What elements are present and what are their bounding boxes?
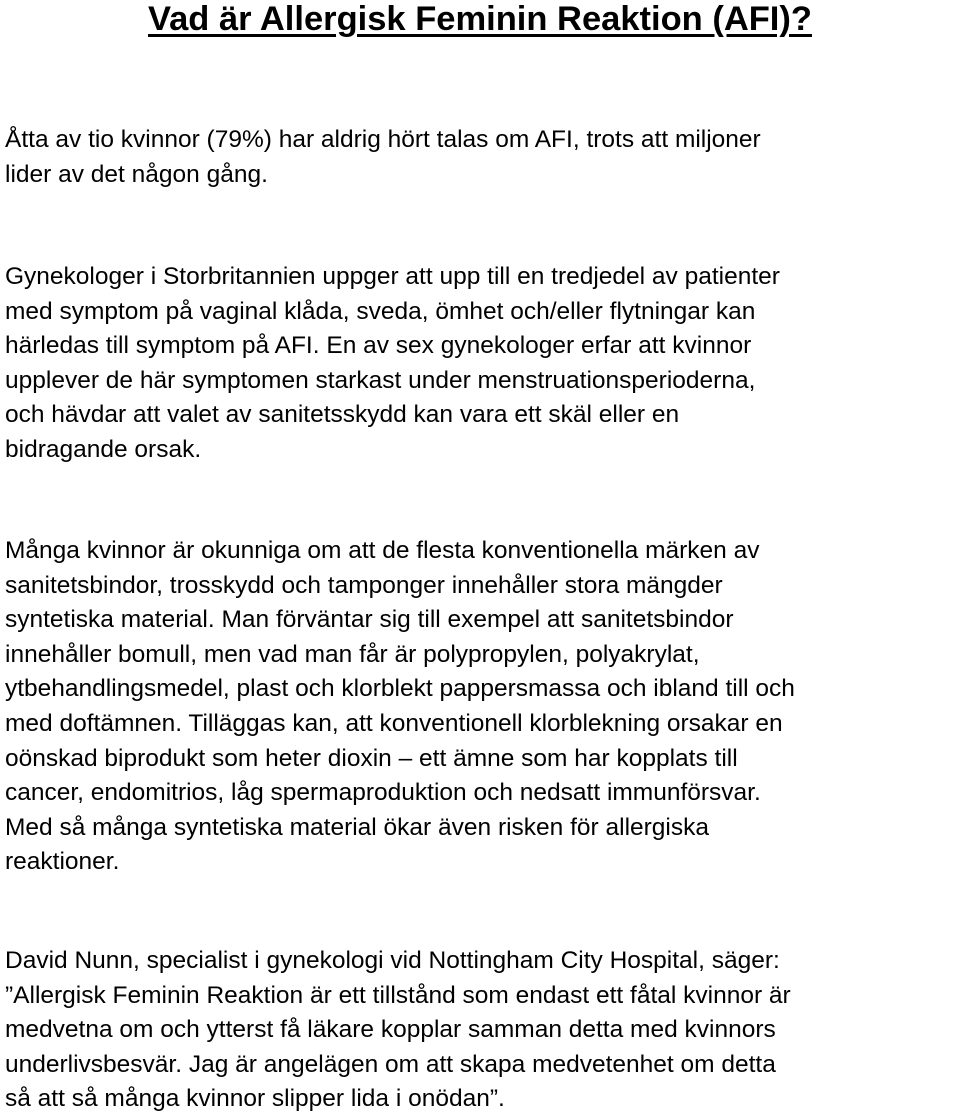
paragraph-line: Med så många syntetiska material ökar även risken för allergiska [5, 813, 710, 841]
paragraph-quote [5, 944, 960, 1117]
paragraph-line: och hävdar att valet av sanitetsskydd kan vara ett skäl eller en [5, 401, 680, 429]
paragraph-line: syntetiska material. Man förväntar sig till exempel att sanitetsbindor [5, 606, 734, 634]
paragraph-line: med doftämnen. Tilläggas kan, att konventionell klorblekning orsakar en [5, 709, 783, 737]
paragraph-line: oönskad biprodukt som heter dioxin – ett ämne som har kopplats till [5, 744, 738, 772]
paragraph-line: innehåller bomull, men vad man får är polypropylen, polyakrylat, [5, 640, 700, 668]
paragraph-line: härledas till symptom på AFI. En av sex gynekologer erfar att kvinnor [5, 332, 752, 360]
paragraph-line: cancer, endomitrios, låg spermaproduktion och nedsatt immunförsvar. [5, 779, 761, 807]
paragraph-line: bidragande orsak. [5, 435, 202, 463]
paragraph-line: ”Allergisk Feminin Reaktion är ett tillstånd som endast ett fåtal kvinnor är [5, 981, 791, 1009]
paragraph-awareness [5, 123, 960, 192]
paragraph-line: underlivsbesvär. Jag är angelägen om att skapa medvetenhet om detta [5, 1050, 776, 1078]
paragraph-line: Gynekologer i Storbritannien uppger att upp till en tredjedel av patienter [5, 263, 780, 290]
paragraph-line: lider av det någon gång. [5, 160, 268, 188]
paragraph-line: medvetna om och ytterst få läkare kopplar samman detta med kvinnors [5, 1016, 776, 1044]
paragraph-line: så att så många kvinnor slipper lida i onödan”. [5, 1085, 505, 1113]
paragraph-line: David Nunn, specialist i gynekologi vid Nottingham City Hospital, säger: [5, 947, 780, 974]
paragraph-synthetic-materials [5, 534, 960, 880]
paragraph-line: upplever de här symptomen starkast under menstruationsperioderna, [5, 366, 756, 394]
paragraph-line: sanitetsbindor, trosskydd och tamponger innehåller stora mängder [5, 571, 723, 599]
paragraph-line: Åtta av tio kvinnor (79%) har aldrig hört talas om AFI, trots att miljoner [5, 126, 761, 153]
paragraph-line: reaktioner. [5, 848, 120, 876]
paragraph-line: med symptom på vaginal klåda, sveda, ömhet och/eller flytningar kan [5, 297, 756, 325]
paragraph-line: ytbehandlingsmedel, plast och klorblekt pappersmassa och ibland till och [5, 675, 795, 703]
paragraph-line: Många kvinnor är okunniga om att de flesta konventionella märken av [5, 537, 760, 564]
document-title: Vad är Allergisk Feminin Reaktion (AFI)? [148, 0, 812, 38]
paragraph-gynecologists [5, 260, 960, 468]
